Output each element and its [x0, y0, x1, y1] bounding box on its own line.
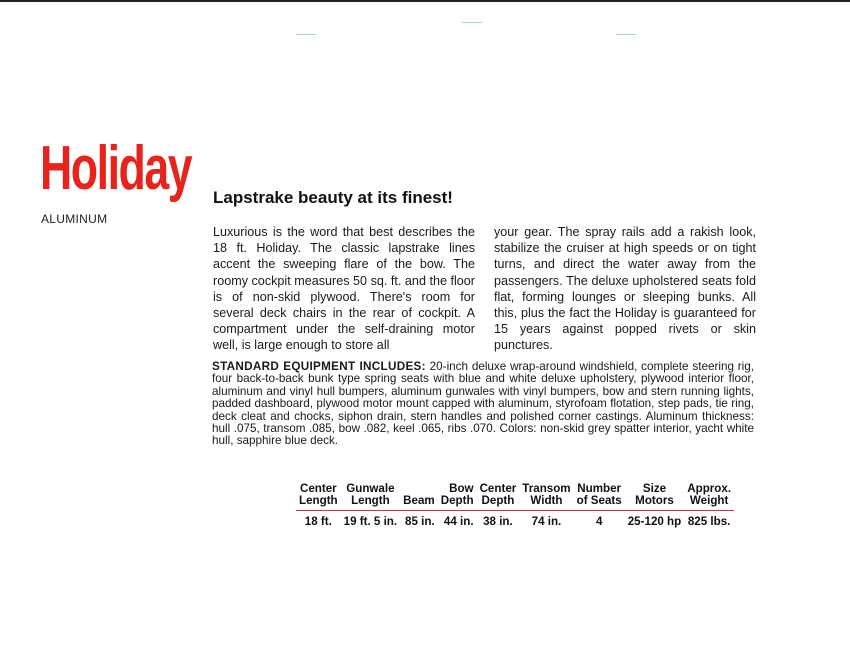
- value-center-depth: 38 in.: [483, 515, 513, 528]
- decor-mark: [462, 22, 482, 23]
- header-center-depth: Center Depth: [479, 482, 517, 507]
- body-column-2: your gear. The spray rails add a rakish look, stabilize the cruiser at high speeds or on tight turns, and direct the water away from the passengers. The deluxe upholstered seats fold flat, forming lounges or sleeping bunks. All this, plus the fact the Holiday is guaranteed for 15 years against popped rivets or skin punctures.: [494, 225, 756, 353]
- headline: Lapstrake beauty at its finest!: [213, 188, 453, 207]
- decor-mark: [296, 34, 316, 35]
- value-bow-depth: 44 in.: [443, 515, 474, 528]
- value-transom-width: 74 in.: [531, 515, 562, 528]
- value-center-length: 18 ft.: [304, 515, 332, 528]
- equipment-label: STANDARD EQUIPMENT INCLUDES:: [212, 360, 426, 373]
- header-number-of-seats: Number of Seats: [576, 482, 622, 507]
- value-number-of-seats: 4: [595, 515, 603, 528]
- header-size-motors: Size Motors: [635, 482, 674, 507]
- header-transom-width: Transom Width: [522, 482, 571, 507]
- decor-mark: [616, 34, 636, 35]
- brand-subtitle: ALUMINUM: [41, 212, 108, 226]
- specs-table: [296, 483, 734, 528]
- value-approx-weight: 825 lbs.: [687, 515, 731, 528]
- specs-header-row: [296, 483, 734, 511]
- header-center-length: Center Length: [299, 482, 338, 507]
- brand-title: Holiday: [40, 134, 192, 203]
- header-bow-depth: Bow Depth: [440, 482, 474, 507]
- header-beam: Beam: [403, 494, 435, 507]
- standard-equipment: [212, 361, 754, 448]
- body-column-1: Luxurious is the word that best describes the 18 ft. Holiday. The classic lapstrake lines accent the sweeping flare of the bow. The roomy cockpit measures 50 sq. ft. and the floor is of non-skid plywood. There's room for several deck chairs in the rear of cockpit. A compartment under the self-draining motor well, is large enough to store all: [213, 225, 475, 353]
- specs-value-row: [296, 511, 734, 529]
- value-beam: 85 in.: [405, 515, 435, 528]
- header-gunwale-length: Gunwale Length: [346, 482, 395, 507]
- header-approx-weight: Approx. Weight: [687, 482, 732, 507]
- value-size-motors: 25-120 hp: [627, 515, 682, 528]
- value-gunwale-length: 19 ft. 5 in.: [343, 515, 398, 528]
- equipment-text: 20-inch deluxe wrap-around windshield, complete steering rig, four back-to-back bunk type spring seats with blue and white deluxe upholstery, plywood interior floor, aluminum and vinyl hull bumpers, aluminum gunwales with vinyl bumpers, bow and stern running lights, padded dashboard, plywood motor mount capped with aluminum, styrofoam flotation, step pads, tie ring, deck cleat and chocks, siphon drain, stern handles and polished corner castings. Aluminum thickness: hull .075, transom .085, bow .082, keel .065, ribs .070. Colors: non-skid grey spatter interior, yacht white hull, sapphire blue deck.: [212, 360, 755, 448]
- top-border: [0, 0, 850, 2]
